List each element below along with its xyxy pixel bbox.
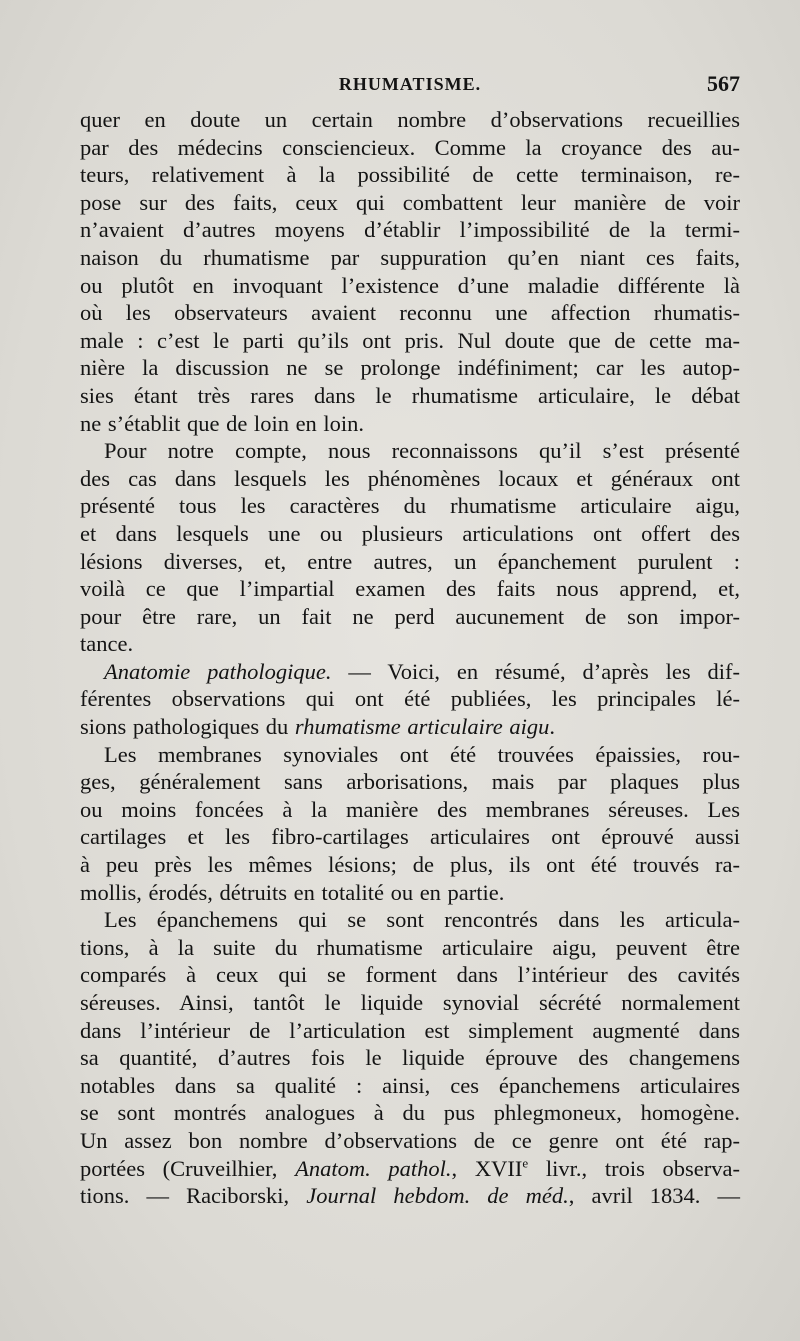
- text-line: ou plutôt en invoquant l’existence d’une maladie différente là: [80, 272, 740, 298]
- text-line: des cas dans lesquels les phénomènes locaux et généraux ont: [80, 465, 740, 491]
- text-run: tions. — Raciborski,: [80, 1183, 307, 1209]
- text-line: lésions diverses, et, entre autres, un épanchement purulent :: [80, 548, 740, 574]
- text-line: présenté tous les caractères du rhumatisme articulaire aigu,: [80, 493, 740, 519]
- text-line: cartilages et les fibro-cartilages articulaires ont éprouvé aussi: [80, 824, 740, 850]
- text-line: pose sur des faits, ceux qui combattent leur manière de voir: [80, 189, 740, 215]
- text-line: n’avaient d’autres moyens d’établir l’impossibilité de la termi-: [80, 217, 740, 243]
- text-run: , XVII: [451, 1155, 523, 1181]
- text-run: , avril 1834. —: [568, 1183, 741, 1209]
- text-line: dans l’intérieur de l’articulation est simplement augmenté dans: [80, 1017, 740, 1043]
- text-line: Les membranes synoviales ont été trouvées épaissies, rou-: [104, 741, 740, 767]
- text-run: .: [549, 714, 555, 740]
- text-line: ne s’établit que de loin en loin.: [80, 410, 365, 436]
- section-heading-italic: Anatomie pathologique.: [104, 658, 332, 684]
- text-line: sies étant très rares dans le rhumatisme articulaire, le débat: [80, 382, 740, 408]
- text-line: quer en doute un certain nombre d’observations recueillies: [80, 107, 740, 132]
- text-line: tions, à la suite du rhumatisme articulaire aigu, peuvent être: [80, 934, 740, 960]
- text-line: férentes observations qui ont été publiées, les principales lé-: [80, 686, 740, 712]
- running-title: RHUMATISME.: [338, 74, 482, 94]
- italic-term: rhumatisme articulaire aigu: [294, 714, 550, 740]
- text-line: séreuses. Ainsi, tantôt le liquide synovial sécrété normalement: [80, 990, 740, 1015]
- citation-title: Journal hebdom. de méd.: [306, 1183, 569, 1209]
- text-line: où les observateurs avaient reconnu une affection rhumatis-: [80, 300, 740, 326]
- text-line: ges, généralement sans arborisations, mais par plaques plus: [80, 769, 740, 795]
- text-line: ou moins foncées à la manière des membranes séreuses. Les: [80, 796, 740, 822]
- text-line: teurs, relativement à la possibilité de cette terminaison, re-: [80, 162, 740, 188]
- body-text: [80, 106, 740, 1210]
- text-line: mollis, érodés, détruits en totalité ou en partie.: [80, 879, 505, 905]
- citation-title: Anatom. pathol.: [295, 1155, 452, 1181]
- text-line: comparés à ceux qui se forment dans l’intérieur des cavités: [80, 962, 740, 988]
- text-run: — Voici, en résumé, d’après les dif-: [331, 658, 740, 684]
- text-line: Les épanchemens qui se sont rencontrés dans les articula-: [104, 907, 740, 933]
- text-line: Un assez bon nombre d’observations de ce genre ont été rap-: [80, 1127, 740, 1153]
- page-number: 567: [707, 71, 740, 96]
- text-line: tance.: [80, 631, 134, 657]
- text-line: [80, 1155, 740, 1183]
- text-line: à peu près les mêmes lésions; de plus, ils ont été trouvés ra-: [80, 852, 740, 878]
- text-line: pour être rare, un fait ne perd aucunement de son impor-: [80, 603, 740, 629]
- text-line: [80, 713, 740, 741]
- text-run: sions pathologiques du: [80, 714, 295, 740]
- text-line: voilà ce que l’impartial examen des faits nous apprend, et,: [80, 576, 740, 602]
- text-run: portées (Cruveilhier,: [80, 1155, 296, 1181]
- page-header: [80, 71, 740, 102]
- text-line: notables dans sa qualité : ainsi, ces épanchemens articulaires: [80, 1072, 740, 1098]
- text-run: livr., trois observa-: [528, 1155, 740, 1181]
- text-line: naison du rhumatisme par suppuration qu’en niant ces faits,: [80, 244, 740, 270]
- superscript: e: [522, 1155, 529, 1171]
- text-line: male : c’est le parti qu’ils ont pris. Nul doute que de cette ma-: [80, 327, 740, 353]
- text-line: par des médecins consciencieux. Comme la croyance des au-: [80, 134, 740, 160]
- text-line: sa quantité, d’autres fois le liquide éprouve des changemens: [80, 1045, 740, 1071]
- text-line: nière la discussion ne se prolonge indéfiniment; car les autop-: [80, 355, 740, 381]
- text-line: [80, 658, 740, 686]
- text-line: Pour notre compte, nous reconnaissons qu’il s’est présenté: [104, 438, 740, 464]
- text-line: se sont montrés analogues à du pus phlegmoneux, homogène.: [80, 1100, 740, 1126]
- text-line: [80, 1182, 740, 1210]
- text-line: et dans lesquels une ou plusieurs articulations ont offert des: [80, 520, 740, 546]
